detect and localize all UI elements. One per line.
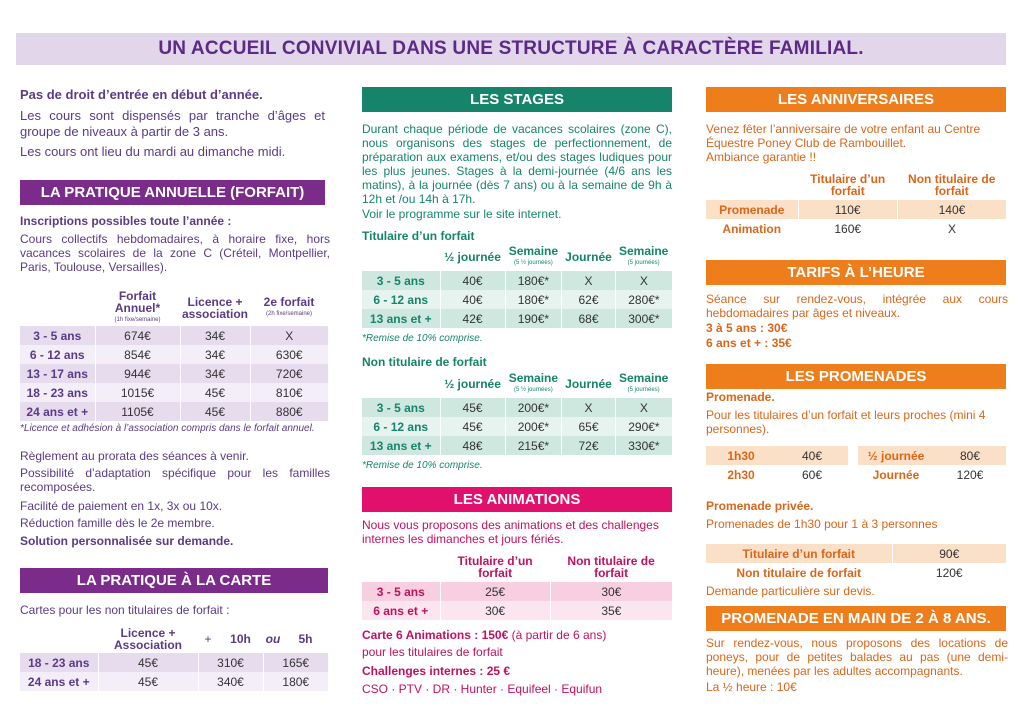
promenades-sub: Promenade. xyxy=(706,390,775,404)
table-row: Promenade 110€ 140€ xyxy=(706,200,1006,219)
carte-col-5h: 5h xyxy=(298,632,313,646)
annuelle-col-licence: Licence + association xyxy=(181,295,249,321)
table-row: 6 - 12 ans 45€ 200€* 65€ 290€* xyxy=(362,417,672,436)
animations-desc: Nous vous proposons des animations et des challenges internes les dimanches et jours fériés. xyxy=(362,518,659,546)
table-row: Titulaire d’un forfait 90€ xyxy=(706,544,1006,563)
carte-col-10h: 10h xyxy=(230,632,251,646)
annuelle-p3: Facilité de paiement en 1x, 3x ou 10x. xyxy=(20,499,223,513)
promenade-privee-desc: Promenades de 1h30 pour 1 à 3 personnes xyxy=(706,517,938,531)
promenade-devis: Demande particulière sur devis. xyxy=(706,584,875,598)
annuelle-col-2e: 2e forfait (2h fixe/semaine) xyxy=(263,295,315,317)
promenades-header: LES PROMENADES xyxy=(706,364,1006,389)
table-row: 3 - 5 ans 40€ 180€* X X xyxy=(362,271,672,290)
main-header: PROMENADE EN MAIN DE 2 À 8 ANS. xyxy=(706,606,1006,631)
main-price: La ½ heure : 10€ xyxy=(706,680,797,694)
annuelle-desc: Cours collectifs hebdomadaires, à horaire fixe, hors vacances scolaires de la zone C (Créteil, Montpellier, Paris, Toulouse, Versailles). xyxy=(20,232,330,274)
carte-table xyxy=(20,625,328,691)
stages-t1-title: Titulaire d’un forfait xyxy=(362,229,475,243)
table-row: 18 - 23 ans 45€ 310€ 165€ xyxy=(20,653,328,672)
promenades-table-left xyxy=(706,446,848,484)
animations-carte6: Carte 6 Animations : 150€ (à partir de 6 ans) xyxy=(362,628,607,642)
stages-desc2: Voir le programme sur le site internet. xyxy=(362,207,562,221)
main-desc: Sur rendez-vous, nous proposons des locations de poneys, pour de petites balades au pas (une demi-heure), menées par les adultes accompagnants. xyxy=(706,636,1008,678)
promenade-privee-title: Promenade privée. xyxy=(706,499,814,513)
carte-ou: ou xyxy=(265,632,281,646)
annuelle-p4: Réduction famille dès le 2e membre. xyxy=(20,516,215,530)
table-row: 6 ans et + 30€ 35€ xyxy=(362,601,672,620)
stages-desc: Durant chaque période de vacances scolaires (zone C), nous organisons des stages de perfectionnement, de préparation aux examens, et/ou des stages ludiques pour les plus jeunes. Stages à la demi-journée (4/6 ans les matins), à la journée (dès 7 ans) ou à la semaine de 9h à 12h et /ou 14h à 17h. xyxy=(362,122,672,206)
annuelle-p1: Règlement au prorata des séances à venir. xyxy=(20,449,249,463)
stages-header: LES STAGES xyxy=(362,87,672,112)
animations-table: Titulaire d’un forfait Non titulaire de forfait 3 - 5 ans 25€ 30€ 6 ans et + 30€ 35€ xyxy=(362,552,672,620)
annuelle-p2: Possibilité d’adaptation spécifique pour les familles recomposées. xyxy=(20,466,330,494)
promenades-table-right xyxy=(858,446,1006,484)
annuelle-col-forfait: Forfait Annuel* (1h fixe/semaine) xyxy=(114,289,161,323)
table-row: 3 - 5 ans 25€ 30€ xyxy=(362,582,672,601)
heure-price-2: 6 ans et + : 35€ xyxy=(706,336,792,350)
stages-remise-2: *Remise de 10% comprise. xyxy=(362,460,483,471)
annuelle-header: LA PRATIQUE ANNUELLE (FORFAIT) xyxy=(20,180,325,205)
table-row: 3 - 5 ans 674€ 34€ X xyxy=(20,326,328,345)
table-row: 2h30 60€ xyxy=(727,467,823,482)
carte-col-licence: Licence + Association xyxy=(113,626,182,652)
carte-plus: + xyxy=(204,632,212,646)
table-row: 1h30 40€ xyxy=(706,446,848,465)
table-row: ½ journée 80€ xyxy=(858,446,1006,465)
stages-table-non-titulaire: ½ journée Semaine (5 ½ journées) Journée Semaine (5 journées) 3 - 5 ans 45€ 200€* X X 6 - 12 ans 45€ 200€* 65€ 290€* 13 ans et + 48€ 215€* 72€ 330€* xyxy=(362,370,672,455)
promenade-privee-table xyxy=(706,544,1006,582)
table-row: 3 - 5 ans 45€ 200€* X X xyxy=(362,398,672,417)
anniversaires-header: LES ANNIVERSAIRES xyxy=(706,87,1006,112)
annuelle-note: *Licence et adhésion à l’association compris dans le forfait annuel. xyxy=(20,423,315,434)
anniversaires-desc: Venez fêter l’anniversaire de votre enfant au Centre Équestre Poney Club de Rambouillet. xyxy=(706,122,981,150)
anniversaires-table: Titulaire d’un forfait Non titulaire de forfait Promenade 110€ 140€ Animation 160€ X xyxy=(706,170,1006,238)
table-row: 18 - 23 ans 1015€ 45€ 810€ xyxy=(20,383,328,402)
animations-carte6-note: pour les titulaires de forfait xyxy=(362,645,503,659)
table-row: 6 - 12 ans 854€ 34€ 630€ xyxy=(20,345,328,364)
table-row: Animation 160€ X xyxy=(706,219,1006,238)
table-row: 13 - 17 ans 944€ 34€ 720€ xyxy=(20,364,328,383)
annuelle-table xyxy=(20,290,328,421)
heure-price-1: 3 à 5 ans : 30€ xyxy=(706,321,788,335)
table-row: Non titulaire de forfait 120€ xyxy=(706,563,1006,582)
table-row: 13 ans et + 42€ 190€* 68€ 300€* xyxy=(362,309,672,328)
intro-line-3: Les cours ont lieu du mardi au dimanche midi. xyxy=(20,144,286,159)
table-row: 24 ans et + 1105€ 45€ 880€ xyxy=(20,402,328,421)
page-banner: UN ACCUEIL CONVIVIAL DANS UNE STRUCTURE À CARACTÈRE FAMILIAL. xyxy=(16,33,1006,65)
animations-disciplines: CSO · PTV · DR · Hunter · Equifeel · Equifun xyxy=(362,682,603,696)
intro-line-2: Les cours sont dispensés par tranche d’âges et groupe de niveaux à partir de 3 ans. xyxy=(20,108,325,139)
heure-header: TARIFS À L’HEURE xyxy=(706,260,1006,285)
table-row: 6 - 12 ans 40€ 180€* 62€ 280€* xyxy=(362,290,672,309)
stages-remise-1: *Remise de 10% comprise. xyxy=(362,333,483,344)
animations-header: LES ANIMATIONS xyxy=(362,487,672,512)
heure-desc: Séance sur rendez-vous, intégrée aux cours hebdomadaires par âges et niveaux. xyxy=(706,292,1008,320)
carte-header: LA PRATIQUE À LA CARTE xyxy=(20,568,328,593)
annuelle-p5: Solution personnalisée sur demande. xyxy=(20,534,234,548)
table-row: 24 ans et + 45€ 340€ 180€ xyxy=(20,672,328,691)
annuelle-subtitle: Inscriptions possibles toute l’année : xyxy=(20,214,232,228)
stages-t2-title: Non titulaire de forfait xyxy=(362,355,487,369)
carte-desc: Cartes pour les non titulaires de forfait : xyxy=(20,603,230,617)
stages-table-titulaire: ½ journée Semaine (5 ½ journées) Journée Semaine (5 journées) 3 - 5 ans 40€ 180€* X X 6 - 12 ans 40€ 180€* 62€ 280€* 13 ans et + 42€ 190€* 68€ 300€* xyxy=(362,243,672,328)
intro-line-1: Pas de droit d’entrée en début d’année. xyxy=(20,87,263,102)
table-row: 13 ans et + 48€ 215€* 72€ 330€* xyxy=(362,436,672,455)
anniversaires-desc2: Ambiance garantie !! xyxy=(706,150,817,164)
animations-challenges: Challenges internes : 25 € xyxy=(362,664,511,678)
promenades-desc: Pour les titulaires d’un forfait et leurs proches (mini 4 personnes). xyxy=(706,408,986,436)
table-row: Journée 120€ xyxy=(872,467,984,482)
